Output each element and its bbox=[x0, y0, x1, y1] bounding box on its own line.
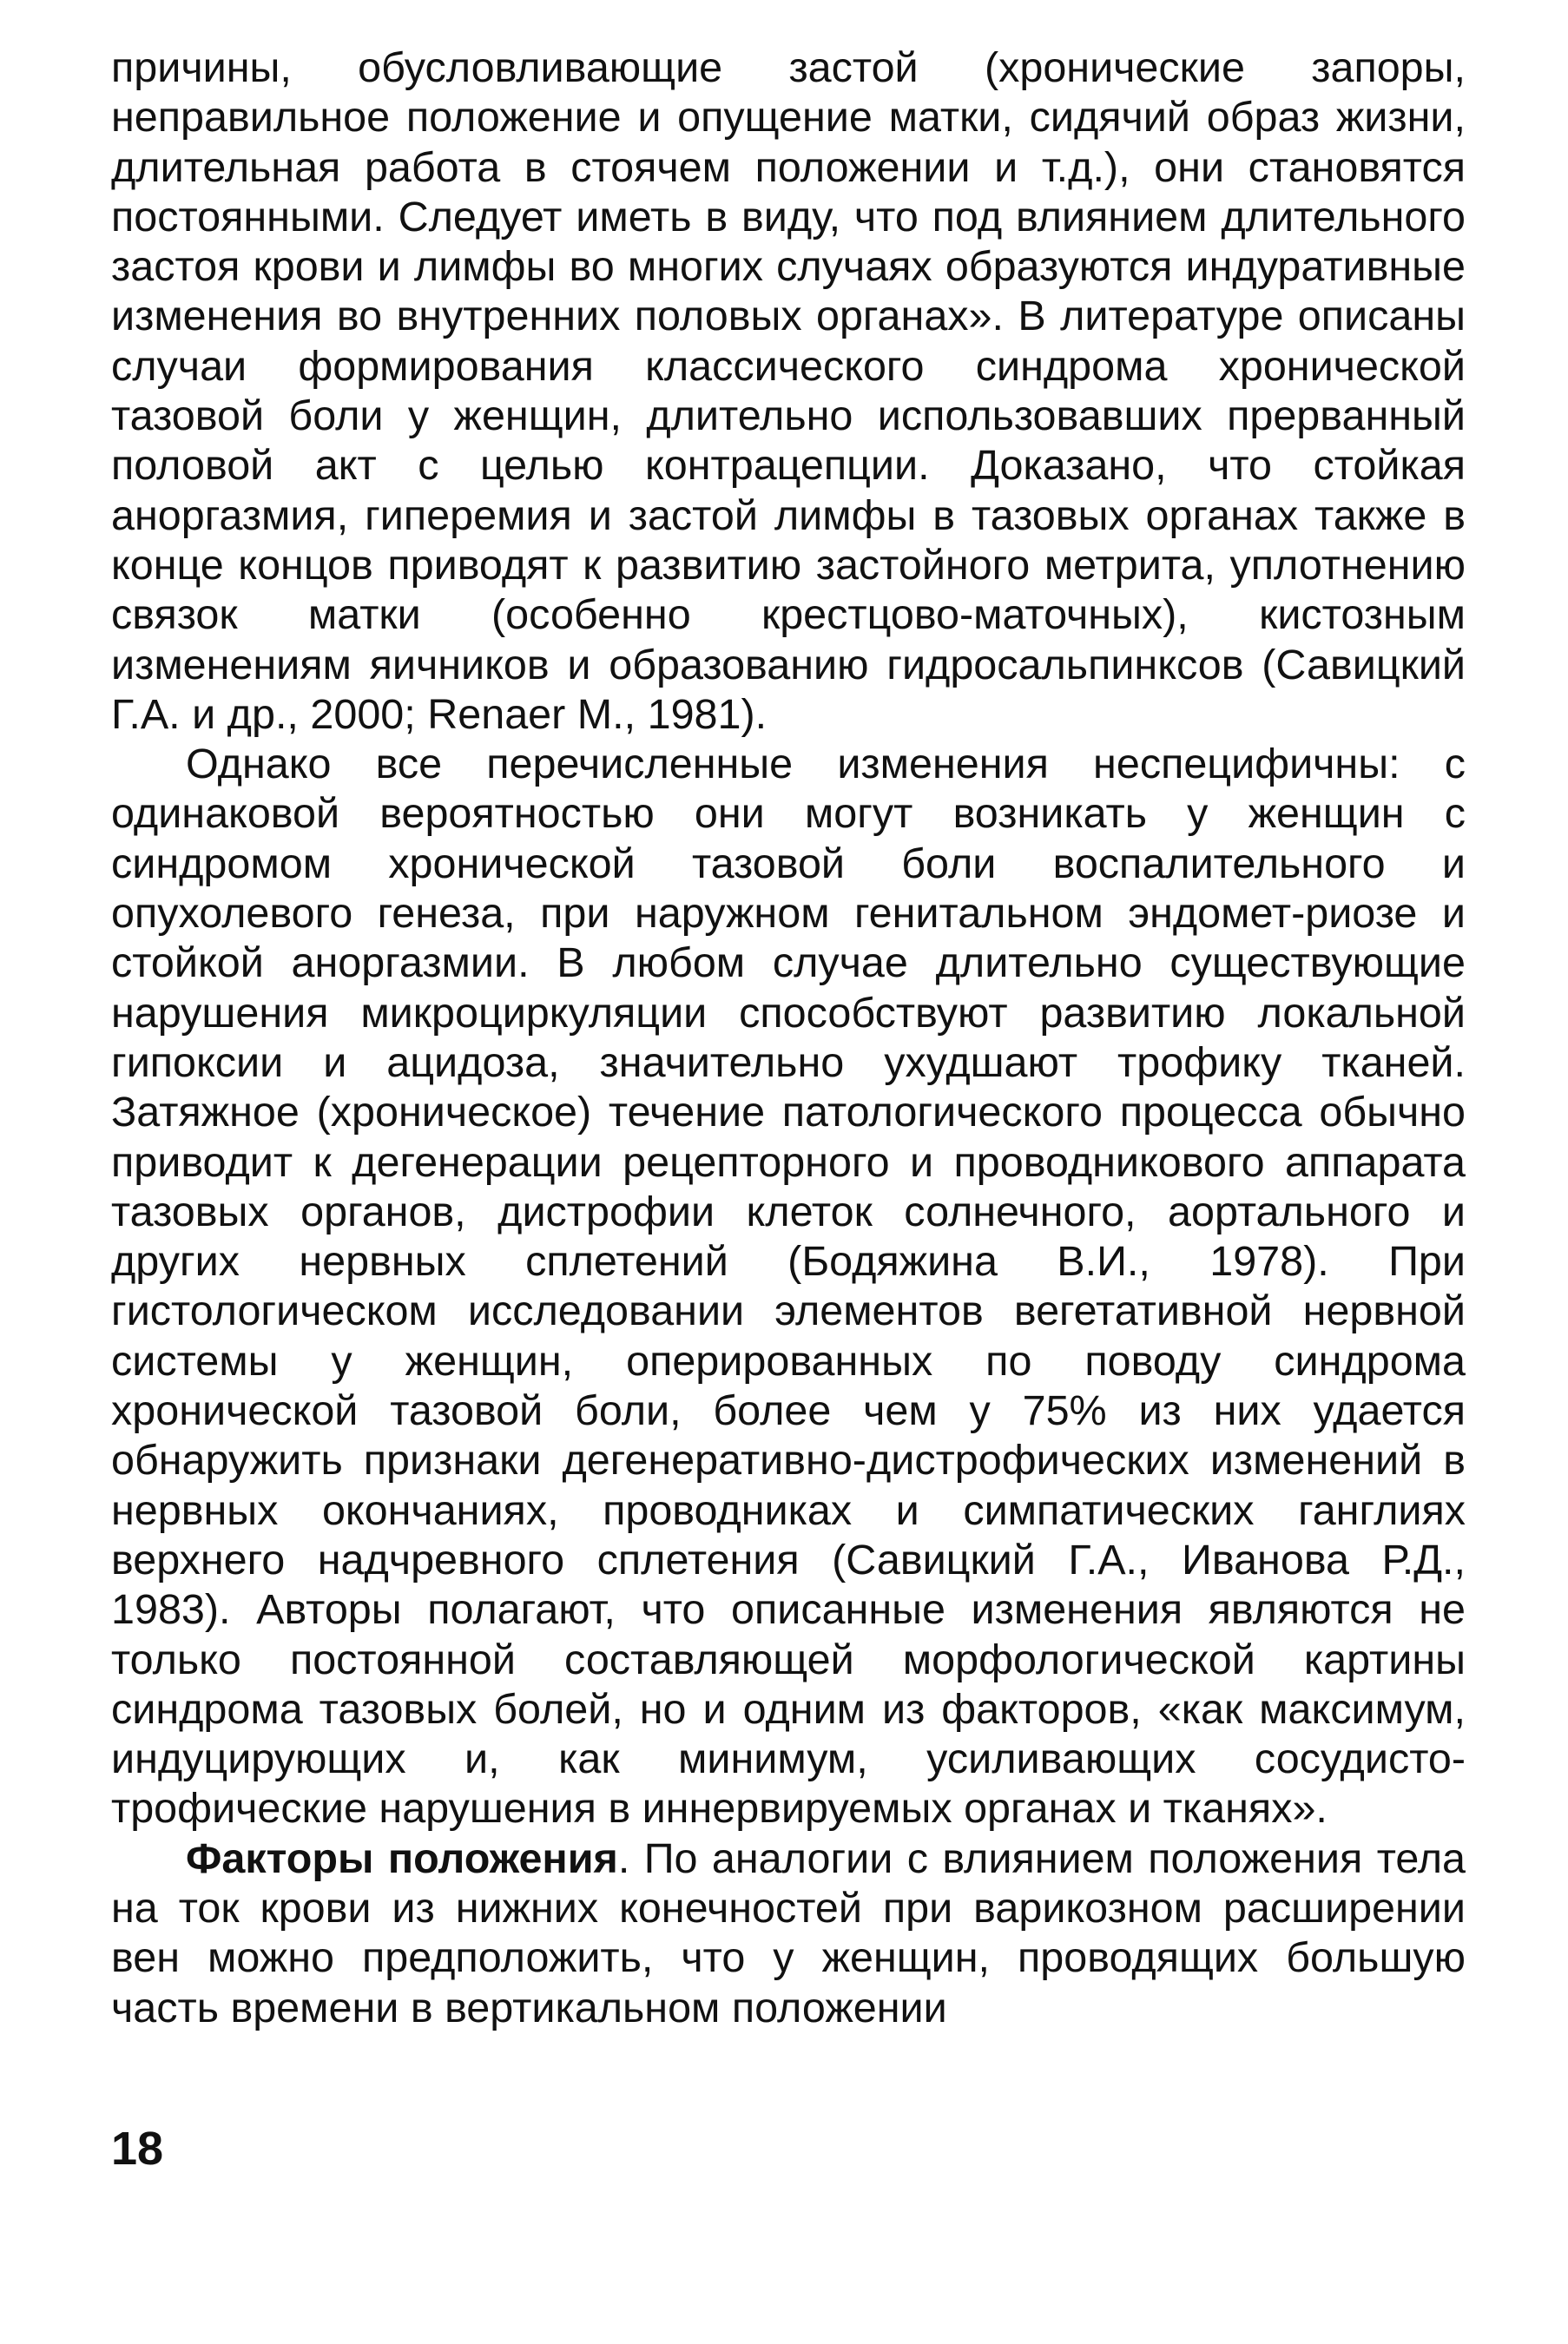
paragraph-2: Однако все перечисленные изменения неспецифичны: с одинаковой вероятностью они могут возникать у женщин с синдромом хронической тазовой боли воспалительного и опухолевого генеза, при наружном генитальном эндомет-риозе и стойкой аноргазмии. В любом случае длительно существующие нарушения микроциркуляции способствуют развитию локальной гипоксии и ацидоза, значительно ухудшают трофику тканей. Затяжное (хроническое) течение патологического процесса обычно приводит к дегенерации рецепторного и проводникового аппарата тазовых органов, дистрофии клеток солнечного, аортального и других нервных сплетений (Бодяжина В.И., 1978). При гистологическом исследовании элементов вегетативной нервной системы у женщин, оперированных по поводу синдрома хронической тазовой боли, более чем у 75% из них удается обнаружить признаки дегенеративно-дистрофических изменений в нервных окончаниях, проводниках и симпатических ганглиях верхнего надчревного сплетения (Савицкий Г.А., Иванова Р.Д., 1983). Авторы полагают, что описанные изменения являются не только постоянной составляющей морфологической картины синдрома тазовых болей, но и одним из факторов, «как максимум, индуцирующих и, как минимум, усиливающих сосудисто-трофические нарушения в иннервируемых органах и тканях». bbox=[111, 741, 1466, 1833]
paragraph-1: причины, обусловливающие застой (хронические запоры, неправильное положение и опущение матки, сидячий образ жизни, длительная работа в стоячем положении и т.д.), они становятся постоянными. Следует иметь в виду, что под влиянием длительного застоя крови и лимфы во многих случаях образуются индуративные изменения во внутренних половых органах». В литературе описаны случаи формирования классического синдрома хронической тазовой боли у женщин, длительно использовавших прерванный половой акт с целью контрацепции. Доказано, что стойкая аноргазмия, гиперемия и застой лимфы в тазовых органах также в конце концов приводят к развитию застойного метрита, уплотнению связок матки (особенно крестцово-маточных), кистозным изменениям яичников и образованию гидросальпинксов (Савицкий Г.А. и др., 2000; Renaer M., 1981). bbox=[111, 44, 1466, 738]
section-heading-position-factors: Факторы положения bbox=[186, 1834, 618, 1882]
paragraph-3 bbox=[111, 1834, 1466, 2033]
page-body bbox=[111, 43, 1466, 2033]
paragraph-3-text: . По аналогии с влиянием положения тела на ток крови из нижних конечностей при варикозном расширении вен можно предположить, что у женщин, проводящих большую часть времени в вертикальном положении bbox=[111, 1834, 1466, 2031]
page-number: 18 bbox=[111, 2123, 164, 2175]
